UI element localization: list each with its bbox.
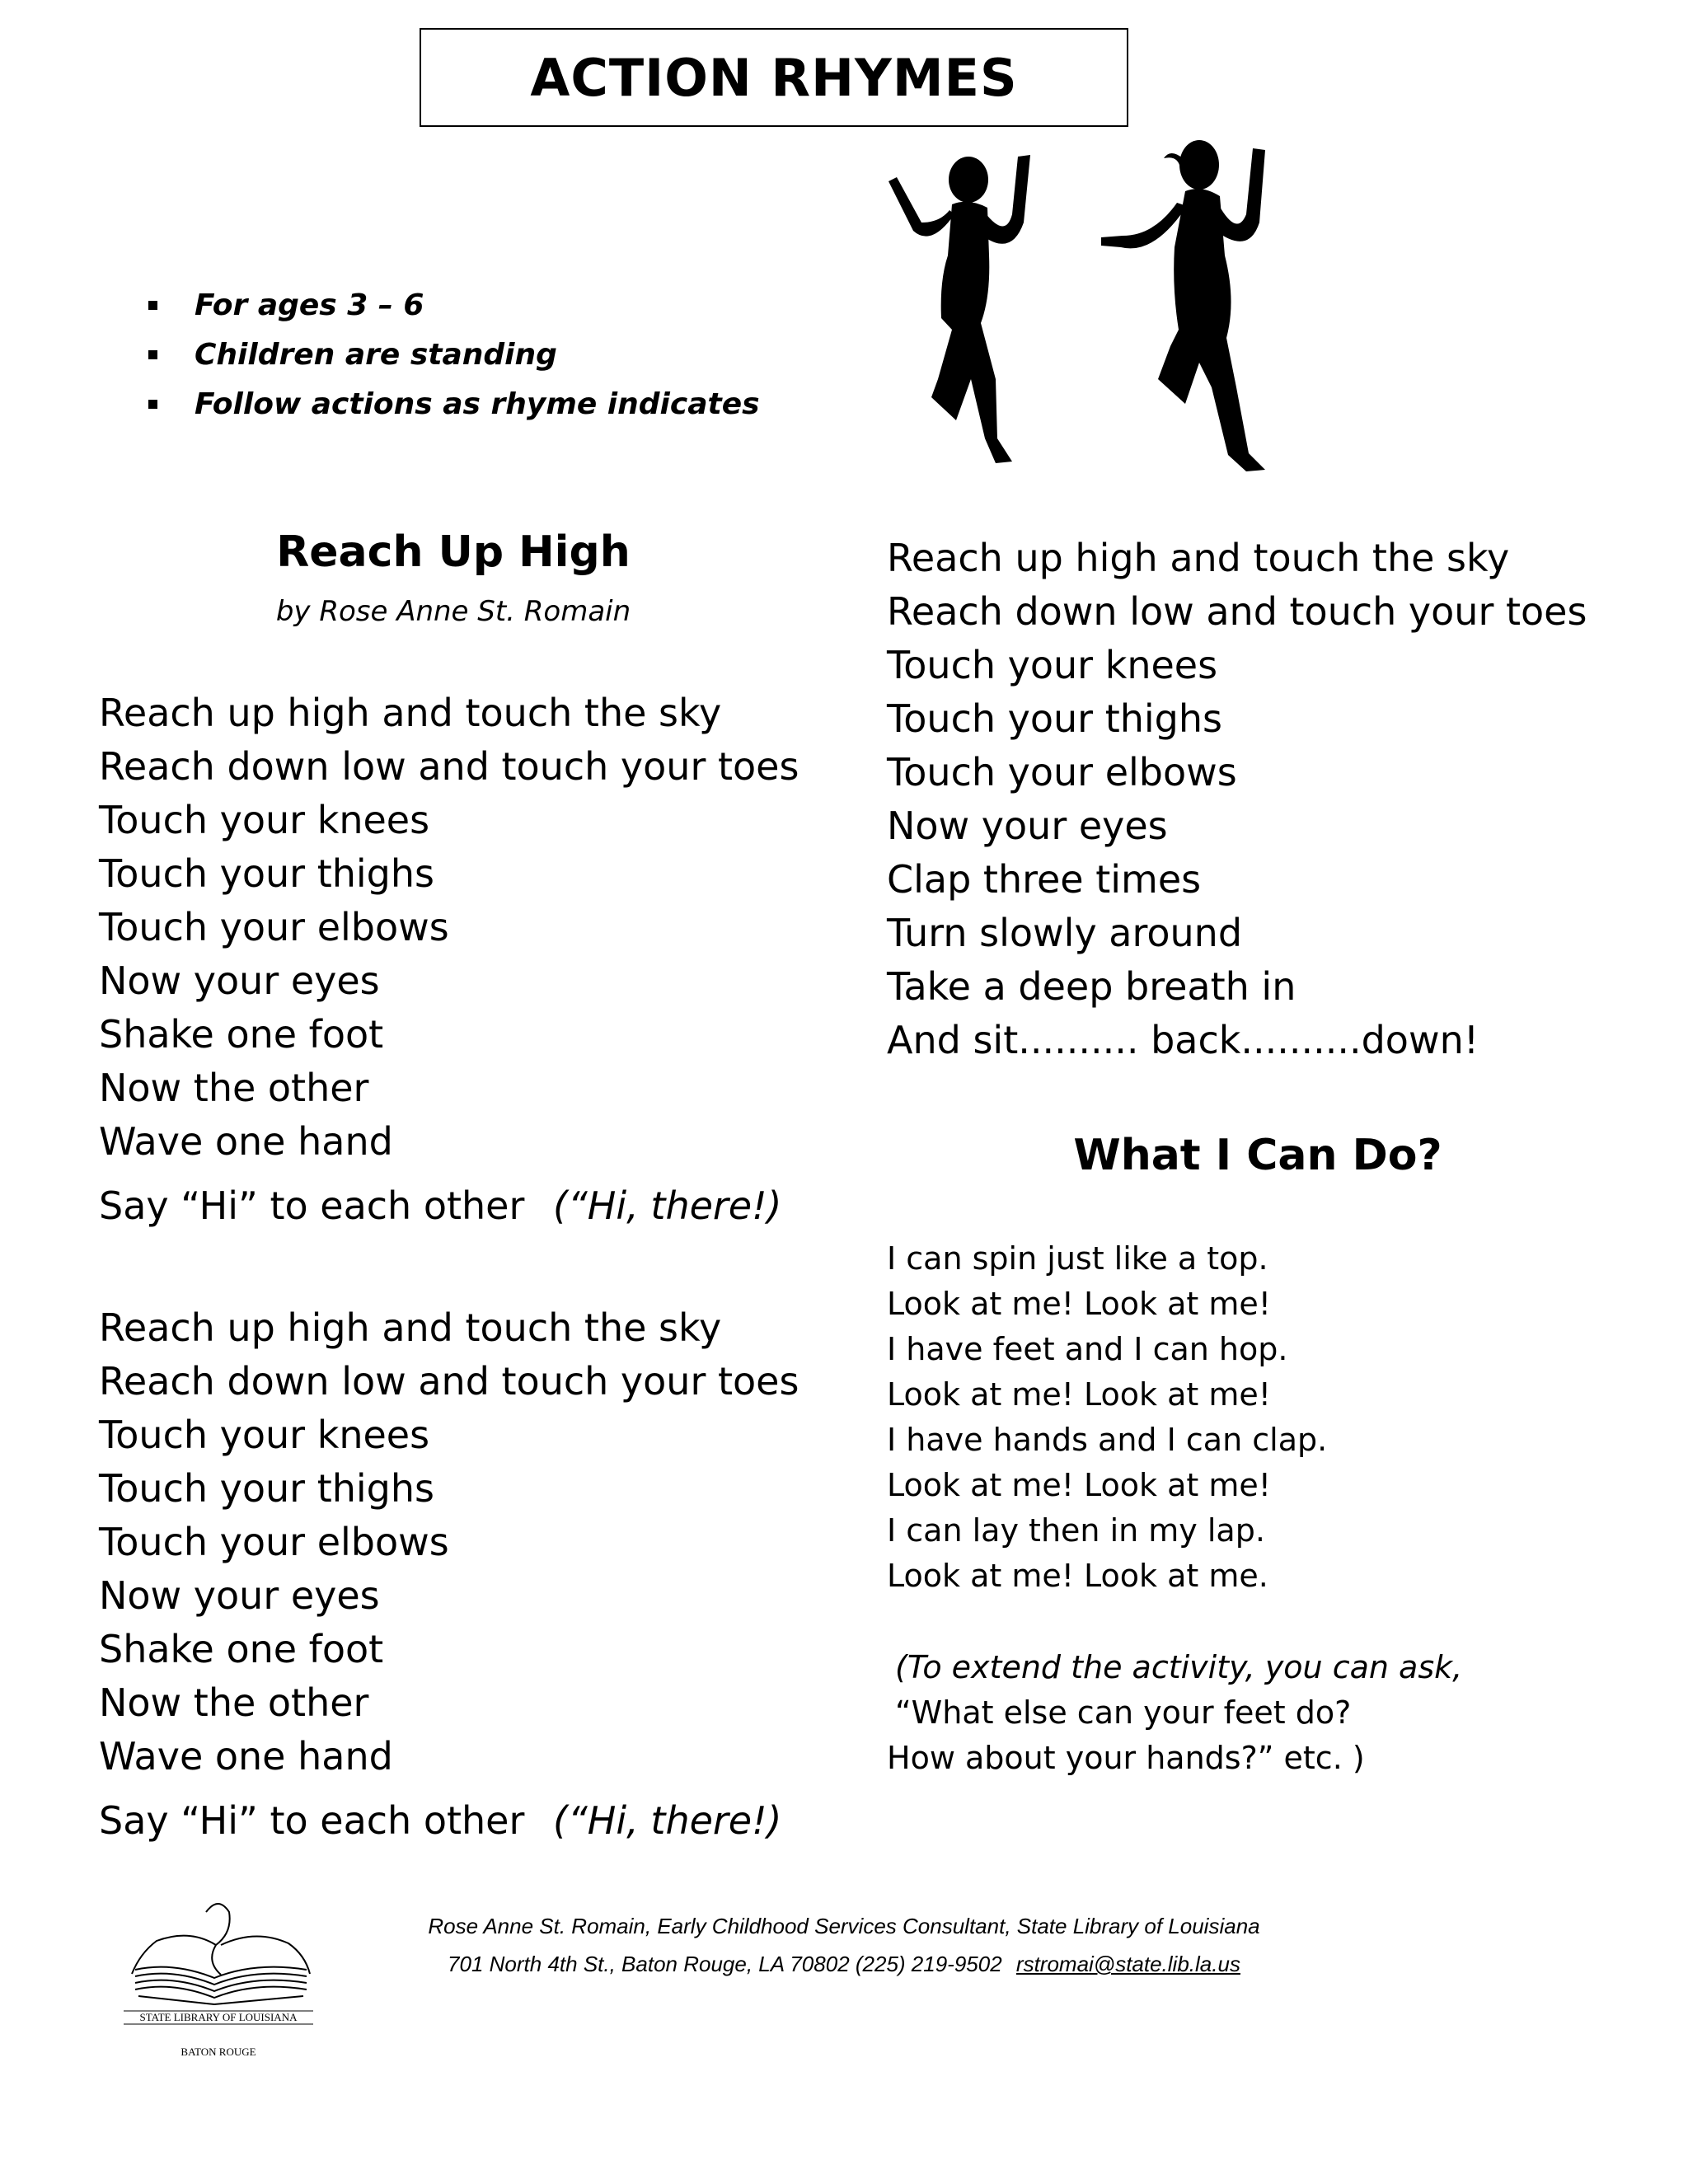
- verse-line: Look at me! Look at me!: [887, 1376, 1272, 1413]
- rhyme-title: Reach Up High: [276, 527, 631, 577]
- verse-line: Now your eyes: [887, 804, 1168, 848]
- logo-name: STATE LIBRARY OF LOUISIANA: [139, 2011, 298, 2023]
- page-title: ACTION RHYMES: [530, 47, 1018, 108]
- logo-city: BATON ROUGE: [181, 2046, 256, 2058]
- verse-line: I can lay then in my lap.: [887, 1512, 1265, 1549]
- verse-line: Wave one hand: [99, 1734, 393, 1779]
- instruction-list: [148, 280, 760, 429]
- verse-line: Touch your elbows: [99, 1520, 449, 1564]
- say-hi-line: Say “Hi” to each other (“Hi, there!): [99, 1183, 782, 1228]
- verse-line: Look at me! Look at me!: [887, 1467, 1272, 1503]
- girl-silhouette: [1101, 140, 1265, 471]
- footer-credit: Rose Anne St. Romain, Early Childhood Services Consultant, State Library of Louisiana: [428, 1914, 1260, 1938]
- verse-line: Clap three times: [887, 857, 1202, 902]
- verse-line: Touch your knees: [99, 798, 430, 842]
- bullet-square-icon: [148, 301, 157, 310]
- verse-line: Now the other: [99, 1066, 369, 1110]
- instruction-item: Follow actions as rhyme indicates: [148, 379, 760, 429]
- verse-line: Now the other: [99, 1680, 369, 1725]
- email-link[interactable]: rstromai@state.lib.la.us: [1015, 1952, 1240, 1976]
- title-box: [420, 28, 1128, 127]
- verse-line: I have feet and I can hop.: [887, 1331, 1288, 1367]
- verse-line: I can spin just like a top.: [887, 1240, 1268, 1277]
- verse-line: Reach down low and touch your toes: [99, 1359, 799, 1404]
- say-hi-line: Say “Hi” to each other (“Hi, there!): [99, 1798, 782, 1843]
- verse-line: Turn slowly around: [887, 911, 1243, 955]
- extend-note-line: “What else can your feet do?: [895, 1694, 1352, 1731]
- instruction-item: Children are standing: [148, 330, 760, 379]
- verse-line: Touch your elbows: [99, 905, 449, 949]
- verse-line: Wave one hand: [99, 1119, 393, 1164]
- verse-line: Look at me! Look at me.: [887, 1558, 1268, 1594]
- dancing-children-illustration: [874, 132, 1352, 486]
- verse-line: Reach down low and touch your toes: [99, 744, 799, 789]
- bullet-square-icon: [148, 400, 157, 409]
- verse-line: Reach up high and touch the sky: [99, 1305, 722, 1350]
- verse-line: Touch your knees: [99, 1413, 430, 1457]
- bullet-square-icon: [148, 350, 157, 359]
- verse-line: Shake one foot: [99, 1627, 384, 1671]
- verse-line: Touch your thighs: [99, 851, 434, 896]
- verse-line: Shake one foot: [99, 1012, 384, 1057]
- footer-contact: 701 North 4th St., Baton Rouge, LA 70802 (225) 219-9502 rstromai@state.lib.la.us: [448, 1952, 1240, 1976]
- extend-note-line: (To extend the activity, you can ask,: [895, 1649, 1463, 1685]
- verse-line: Touch your thighs: [99, 1466, 434, 1511]
- instruction-item: For ages 3 – 6: [148, 280, 760, 330]
- verse-line: Reach down low and touch your toes: [887, 589, 1587, 634]
- verse-line: Reach up high and touch the sky: [99, 691, 722, 735]
- verse-line: Reach up high and touch the sky: [887, 536, 1510, 580]
- verse-line: Now your eyes: [99, 1573, 380, 1618]
- rhyme-title: What I Can Do?: [1073, 1131, 1442, 1180]
- verse-line: Look at me! Look at me!: [887, 1286, 1272, 1322]
- verse-line: And sit.......... back..........down!: [887, 1018, 1479, 1062]
- verse-line: Touch your knees: [887, 643, 1218, 687]
- verse-line: Take a deep breath in: [887, 964, 1296, 1009]
- verse-line: Now your eyes: [99, 958, 380, 1003]
- verse-line: Touch your thighs: [887, 696, 1222, 741]
- verse-line: Touch your elbows: [887, 750, 1237, 794]
- verse-line: I have hands and I can clap.: [887, 1422, 1328, 1458]
- rhyme-byline: by Rose Anne St. Romain: [275, 595, 631, 628]
- extend-note-line: How about your hands?” etc. ): [887, 1740, 1365, 1776]
- boy-silhouette: [889, 155, 1030, 463]
